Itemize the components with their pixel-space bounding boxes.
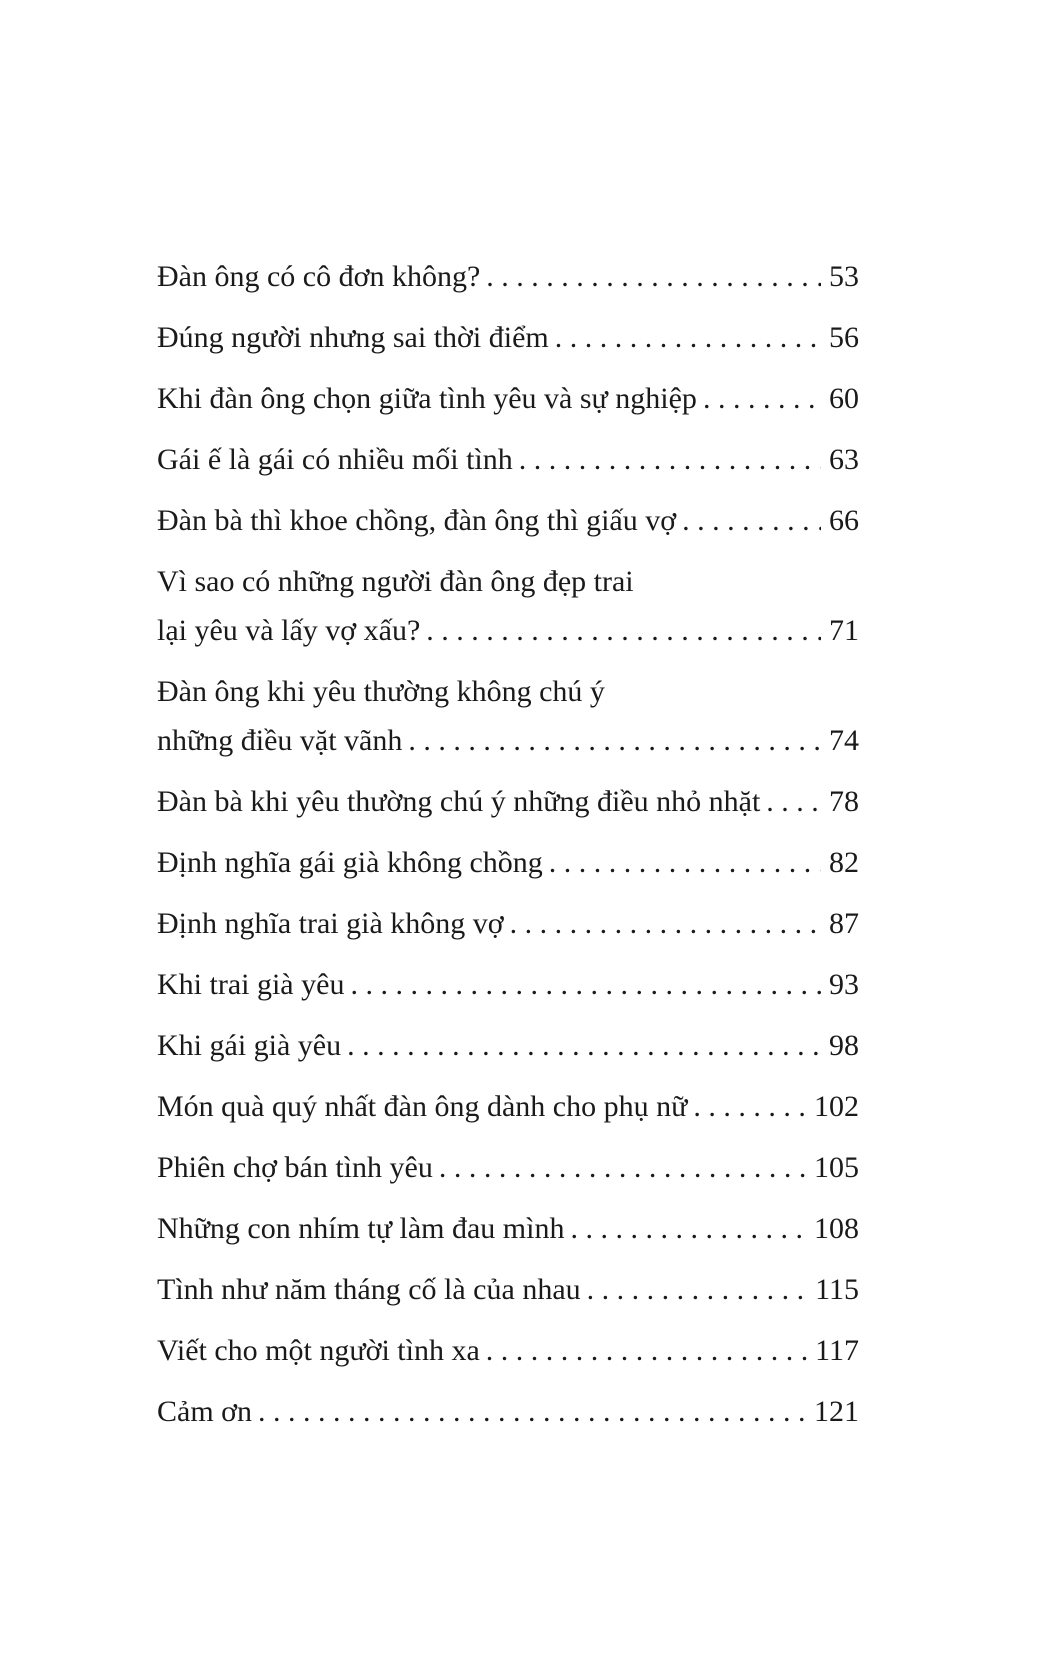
toc-entry-page: 82 bbox=[829, 846, 859, 879]
toc-line bbox=[157, 716, 859, 765]
toc-entry-page: 108 bbox=[814, 1212, 859, 1245]
toc-entry[interactable] bbox=[157, 1143, 859, 1192]
toc-line bbox=[157, 252, 859, 301]
toc-entry-title: Định nghĩa trai già không vợ bbox=[157, 907, 504, 940]
toc-entry-title: Khi trai già yêu bbox=[157, 968, 345, 1001]
dot-leader bbox=[258, 1387, 806, 1436]
toc-entry-page: 74 bbox=[829, 724, 859, 757]
toc-entry-title: Đàn ông có cô đơn không? bbox=[157, 260, 481, 293]
toc-entry-page: 78 bbox=[829, 785, 859, 818]
toc-line bbox=[157, 496, 859, 545]
dot-leader bbox=[486, 252, 821, 301]
dot-leader bbox=[519, 435, 821, 484]
dot-leader bbox=[555, 313, 821, 362]
toc-entry-title: lại yêu và lấy vợ xấu? bbox=[157, 614, 421, 647]
toc-line bbox=[157, 606, 859, 655]
toc-entry[interactable] bbox=[157, 1082, 859, 1131]
toc-entry-title: Đàn bà thì khoe chồng, đàn ông thì giấu vợ bbox=[157, 504, 677, 537]
toc-entry-page: 53 bbox=[829, 260, 859, 293]
toc-line bbox=[157, 1021, 859, 1070]
table-of-contents bbox=[157, 252, 859, 1448]
toc-entry-page: 63 bbox=[829, 443, 859, 476]
dot-leader bbox=[587, 1265, 807, 1314]
toc-entry-page: 71 bbox=[829, 614, 859, 647]
toc-entry-title: Đúng người nhưng sai thời điểm bbox=[157, 321, 549, 354]
toc-entry[interactable] bbox=[157, 960, 859, 1009]
toc-entry-title-line1: Vì sao có những người đàn ông đẹp trai bbox=[157, 565, 634, 598]
toc-entry-title: Những con nhím tự làm đau mình bbox=[157, 1212, 565, 1245]
toc-line bbox=[157, 1204, 859, 1253]
dot-leader bbox=[347, 1021, 821, 1070]
toc-entry-title: những điều vặt vãnh bbox=[157, 724, 403, 757]
toc-entry[interactable] bbox=[157, 313, 859, 362]
toc-line bbox=[157, 960, 859, 1009]
toc-entry[interactable] bbox=[157, 838, 859, 887]
toc-entry-title: Món quà quý nhất đàn ông dành cho phụ nữ bbox=[157, 1090, 688, 1123]
toc-line bbox=[157, 899, 859, 948]
toc-entry[interactable] bbox=[157, 899, 859, 948]
dot-leader bbox=[682, 496, 821, 545]
toc-entry[interactable] bbox=[157, 1265, 859, 1314]
dot-leader bbox=[766, 777, 821, 826]
dot-leader bbox=[426, 606, 821, 655]
toc-line bbox=[157, 313, 859, 362]
toc-entry[interactable] bbox=[157, 557, 859, 655]
dot-leader bbox=[408, 716, 821, 765]
dot-leader bbox=[510, 899, 821, 948]
toc-entry-page: 60 bbox=[829, 382, 859, 415]
dot-leader bbox=[350, 960, 821, 1009]
toc-entry-page: 105 bbox=[814, 1151, 859, 1184]
dot-leader bbox=[703, 374, 821, 423]
toc-entry[interactable] bbox=[157, 777, 859, 826]
dot-leader bbox=[549, 838, 821, 887]
toc-entry[interactable] bbox=[157, 374, 859, 423]
toc-line bbox=[157, 1265, 859, 1314]
toc-entry[interactable] bbox=[157, 435, 859, 484]
dot-leader bbox=[570, 1204, 806, 1253]
toc-entry-page: 98 bbox=[829, 1029, 859, 1062]
toc-entry-page: 87 bbox=[829, 907, 859, 940]
toc-entry-title: Đàn bà khi yêu thường chú ý những điều nhỏ nhặt bbox=[157, 785, 761, 818]
toc-line bbox=[157, 435, 859, 484]
toc-entry-page: 66 bbox=[829, 504, 859, 537]
dot-leader bbox=[693, 1082, 806, 1131]
toc-line bbox=[157, 838, 859, 887]
toc-entry-page: 117 bbox=[815, 1334, 859, 1367]
toc-entry-title: Khi gái già yêu bbox=[157, 1029, 342, 1062]
toc-entry-page: 115 bbox=[815, 1273, 859, 1306]
toc-line bbox=[157, 1143, 859, 1192]
toc-entry-title: Tình như năm tháng cố là của nhau bbox=[157, 1273, 581, 1306]
toc-line bbox=[157, 1326, 859, 1375]
toc-entry-title: Định nghĩa gái già không chồng bbox=[157, 846, 543, 879]
toc-entry-page: 56 bbox=[829, 321, 859, 354]
toc-entry-page: 93 bbox=[829, 968, 859, 1001]
toc-line bbox=[157, 1082, 859, 1131]
toc-entry-page: 102 bbox=[814, 1090, 859, 1123]
toc-entry[interactable] bbox=[157, 1204, 859, 1253]
dot-leader bbox=[486, 1326, 807, 1375]
toc-entry[interactable] bbox=[157, 1021, 859, 1070]
toc-entry-title: Cảm ơn bbox=[157, 1395, 253, 1428]
toc-entry-title-line1: Đàn ông khi yêu thường không chú ý bbox=[157, 675, 605, 708]
toc-line bbox=[157, 777, 859, 826]
toc-entry[interactable] bbox=[157, 496, 859, 545]
dot-leader bbox=[439, 1143, 806, 1192]
toc-entry[interactable] bbox=[157, 1387, 859, 1436]
toc-entry-title: Phiên chợ bán tình yêu bbox=[157, 1151, 433, 1184]
toc-line bbox=[157, 374, 859, 423]
toc-entry-title: Gái ế là gái có nhiều mối tình bbox=[157, 443, 513, 476]
toc-line bbox=[157, 1387, 859, 1436]
toc-entry-title: Khi đàn ông chọn giữa tình yêu và sự nghiệp bbox=[157, 382, 697, 415]
toc-entry[interactable] bbox=[157, 667, 859, 765]
toc-entry-page: 121 bbox=[814, 1395, 859, 1428]
toc-entry[interactable] bbox=[157, 252, 859, 301]
toc-entry[interactable] bbox=[157, 1326, 859, 1375]
toc-entry-title: Viết cho một người tình xa bbox=[157, 1334, 480, 1367]
